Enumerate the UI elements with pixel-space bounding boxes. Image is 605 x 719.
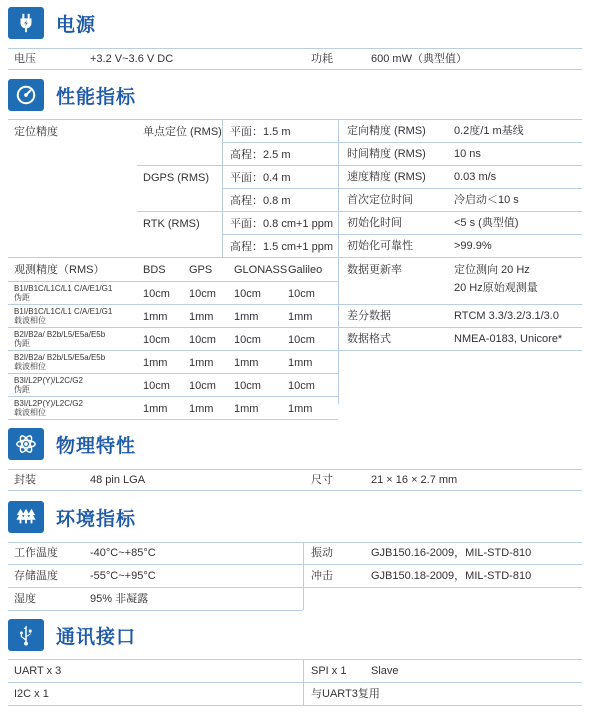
data-format-value: NMEA-0183, Unicore* xyxy=(454,333,563,345)
obs-header-galileo: Galileo xyxy=(288,264,323,276)
divider xyxy=(8,469,582,470)
divider xyxy=(338,142,582,143)
obs-cell: 1mm xyxy=(189,357,214,369)
obs-row-signal: B2I/B2a/ B2b/L5/E5a/E5b xyxy=(14,353,106,362)
section-title-power: 电源 xyxy=(56,13,97,36)
divider xyxy=(338,350,582,351)
obs-cell: 1mm xyxy=(189,311,214,323)
divider xyxy=(8,564,582,565)
spec-value: 0.03 m/s xyxy=(454,171,497,183)
divider xyxy=(222,234,338,235)
obs-cell: 10cm xyxy=(234,334,261,346)
divider xyxy=(338,327,582,328)
atom-icon xyxy=(8,428,44,460)
spec-value: 0.2度/1 m基线 xyxy=(454,125,524,137)
i2c-note: 与UART3复用 xyxy=(311,688,380,700)
spec-value: >99.9% xyxy=(454,240,492,252)
diff-data-label: 差分数据 xyxy=(347,310,391,322)
rtk-vertical: 高程：1.5 cm+1 ppm xyxy=(230,241,334,253)
obs-row-signal: B1I/B1C/L1C/L1 C/A/E1/G1 xyxy=(14,284,113,293)
trees-icon xyxy=(8,501,44,533)
obs-cell: 10cm xyxy=(189,334,216,346)
spec-label: 初始化时间 xyxy=(347,217,402,229)
obs-row-type: 伪距 xyxy=(14,385,30,394)
divider xyxy=(8,682,582,683)
obs-cell: 1mm xyxy=(288,357,313,369)
op-temp-label: 工作温度 xyxy=(14,547,58,559)
divider xyxy=(338,211,582,212)
obs-row-signal: B3I/L2P(Y)/L2C/G2 xyxy=(14,399,83,408)
divider xyxy=(222,142,338,143)
column-divider xyxy=(222,119,223,257)
divider xyxy=(8,304,338,305)
single-point-vertical: 高程：2.5 m xyxy=(230,149,291,161)
consumption-label: 功耗 xyxy=(311,53,333,65)
obs-cell: 10cm xyxy=(143,380,170,392)
update-rate-value-1: 定位测向 20 Hz xyxy=(454,264,530,276)
section-environment-header xyxy=(8,501,136,533)
section-power-header xyxy=(8,7,96,39)
obs-row-type: 伪距 xyxy=(14,339,30,348)
column-divider xyxy=(338,119,339,404)
divider xyxy=(338,188,582,189)
package-value: 48 pin LGA xyxy=(90,474,146,486)
voltage-label: 电压 xyxy=(14,53,36,65)
obs-header-label: 观测精度（RMS） xyxy=(14,264,105,276)
section-title-interface: 通讯接口 xyxy=(56,625,137,648)
divider xyxy=(8,257,338,258)
size-label: 尺寸 xyxy=(311,474,333,486)
divider xyxy=(222,188,338,189)
obs-cell: 1mm xyxy=(234,403,259,415)
shock-value: GJB150.18-2009，MIL-STD-810 xyxy=(371,570,532,582)
obs-cell: 1mm xyxy=(234,311,259,323)
dgps-label: DGPS (RMS) xyxy=(143,172,209,184)
obs-cell: 1mm xyxy=(143,403,168,415)
obs-cell: 10cm xyxy=(143,288,170,300)
section-performance-header xyxy=(8,79,136,111)
storage-temp-label: 存储温度 xyxy=(14,570,58,582)
obs-cell: 10cm xyxy=(288,334,315,346)
uart-label: UART x 3 xyxy=(14,665,62,677)
spec-value: <5 s (典型值) xyxy=(454,217,519,229)
obs-cell: 1mm xyxy=(143,311,168,323)
size-value: 21 × 16 × 2.7 mm xyxy=(371,474,458,486)
divider xyxy=(8,281,338,282)
i2c-label: I2C x 1 xyxy=(14,688,49,700)
divider xyxy=(8,542,582,543)
obs-cell: 10cm xyxy=(288,288,315,300)
obs-row-signal: B3I/L2P(Y)/L2C/G2 xyxy=(14,376,83,385)
obs-cell: 1mm xyxy=(288,311,313,323)
single-point-horizontal: 平面：1.5 m xyxy=(230,126,291,138)
divider xyxy=(338,257,582,258)
divider xyxy=(137,165,338,166)
divider xyxy=(8,48,582,49)
storage-temp-value: -55°C~+95°C xyxy=(90,570,156,582)
divider xyxy=(8,587,582,588)
gauge-icon xyxy=(8,79,44,111)
divider xyxy=(8,69,582,70)
spec-value: 10 ns xyxy=(454,148,481,160)
obs-cell: 10cm xyxy=(143,334,170,346)
section-physical-header xyxy=(8,428,136,460)
divider xyxy=(8,490,582,491)
data-format-label: 数据格式 xyxy=(347,333,391,345)
obs-cell: 1mm xyxy=(288,403,313,415)
section-title-environment: 环境指标 xyxy=(56,507,137,530)
divider xyxy=(338,234,582,235)
plug-icon xyxy=(8,7,44,39)
usb-icon xyxy=(8,619,44,651)
update-rate-value-2: 20 Hz原始观测量 xyxy=(454,282,538,294)
obs-cell: 10cm xyxy=(189,288,216,300)
divider xyxy=(8,419,338,420)
rtk-label: RTK (RMS) xyxy=(143,218,200,230)
obs-cell: 1mm xyxy=(189,403,214,415)
divider xyxy=(338,304,582,305)
section-title-physical: 物理特性 xyxy=(56,434,137,457)
spi-label: SPI x 1 xyxy=(311,665,347,677)
package-label: 封装 xyxy=(14,474,36,486)
divider xyxy=(8,327,338,328)
dgps-horizontal: 平面：0.4 m xyxy=(230,172,291,184)
divider xyxy=(8,610,303,611)
spec-label: 时间精度 (RMS) xyxy=(347,148,426,160)
rtk-horizontal: 平面：0.8 cm+1 ppm xyxy=(230,218,334,230)
divider xyxy=(8,119,582,120)
vibration-value: GJB150.16-2009，MIL-STD-810 xyxy=(371,547,532,559)
obs-header-bds: BDS xyxy=(143,264,166,276)
consumption-value: 600 mW（典型值） xyxy=(371,53,467,65)
obs-cell: 10cm xyxy=(189,380,216,392)
update-rate-label: 数据更新率 xyxy=(347,264,402,276)
humidity-label: 湿度 xyxy=(14,593,36,605)
column-divider xyxy=(303,659,304,705)
obs-cell: 1mm xyxy=(234,357,259,369)
divider xyxy=(8,659,582,660)
obs-cell: 10cm xyxy=(234,288,261,300)
section-title-performance: 性能指标 xyxy=(56,85,137,108)
divider xyxy=(8,373,338,374)
obs-row-type: 伪距 xyxy=(14,293,30,302)
spi-value: Slave xyxy=(371,665,399,677)
divider xyxy=(8,705,582,706)
obs-row-signal: B2I/B2a/ B2b/L5/E5a/E5b xyxy=(14,330,106,339)
spec-label: 定向精度 (RMS) xyxy=(347,125,426,137)
section-interface-header xyxy=(8,619,136,651)
obs-header-gps: GPS xyxy=(189,264,213,276)
op-temp-value: -40°C~+85°C xyxy=(90,547,156,559)
spec-label: 速度精度 (RMS) xyxy=(347,171,426,183)
voltage-value: +3.2 V~3.6 V DC xyxy=(90,53,174,65)
spec-label: 初始化可靠性 xyxy=(347,240,413,252)
obs-header-glonass: GLONASS xyxy=(234,264,288,276)
positioning-label: 定位精度 xyxy=(14,126,58,138)
humidity-value: 95% 非凝露 xyxy=(90,593,149,605)
single-point-label: 单点定位 (RMS) xyxy=(143,126,222,138)
diff-data-value: RTCM 3.3/3.2/3.1/3.0 xyxy=(454,310,559,322)
spec-value: 冷启动＜10 s xyxy=(454,194,519,206)
obs-row-signal: B1I/B1C/L1C/L1 C/A/E1/G1 xyxy=(14,307,113,316)
spec-label: 首次定位时间 xyxy=(347,194,413,206)
obs-row-type: 载波相位 xyxy=(14,362,46,371)
obs-row-type: 载波相位 xyxy=(14,316,46,325)
obs-cell: 1mm xyxy=(143,357,168,369)
divider xyxy=(8,396,338,397)
obs-cell: 10cm xyxy=(288,380,315,392)
dgps-vertical: 高程：0.8 m xyxy=(230,195,291,207)
obs-row-type: 载波相位 xyxy=(14,408,46,417)
divider xyxy=(338,165,582,166)
divider xyxy=(8,350,338,351)
shock-label: 冲击 xyxy=(311,570,333,582)
divider xyxy=(137,211,338,212)
obs-cell: 10cm xyxy=(234,380,261,392)
column-divider xyxy=(303,542,304,610)
vibration-label: 振动 xyxy=(311,547,333,559)
